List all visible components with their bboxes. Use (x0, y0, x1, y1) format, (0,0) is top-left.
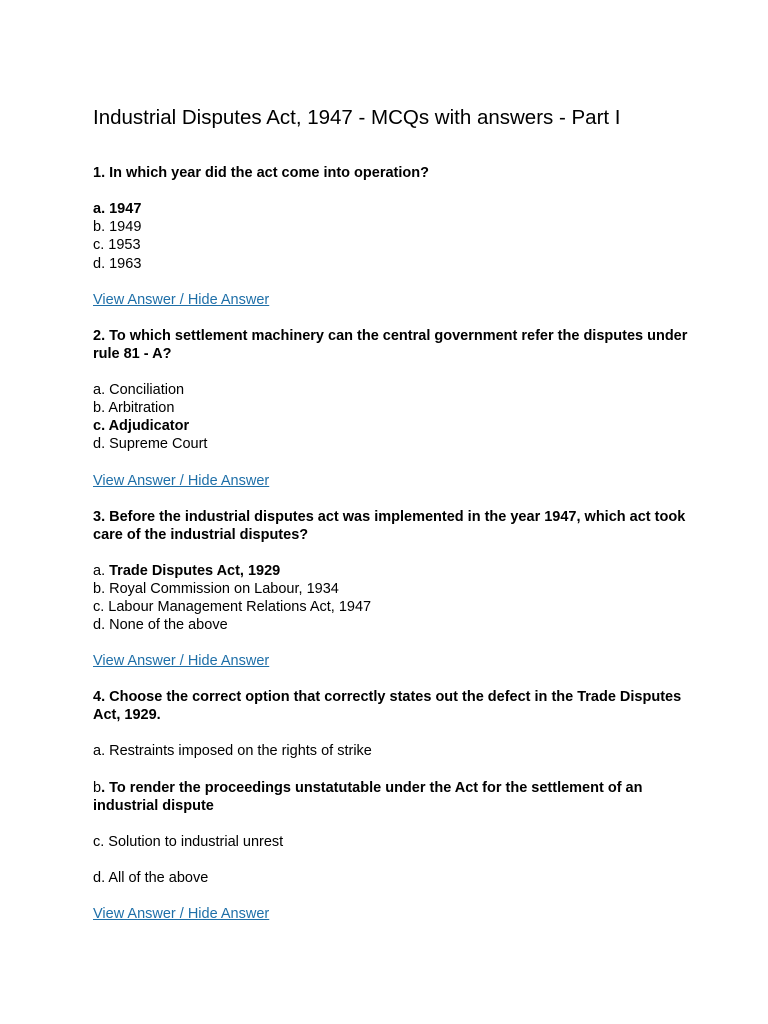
option-label: d. Supreme Court (93, 436, 208, 453)
option-d (93, 435, 693, 453)
option-label: d. None of the above (93, 617, 228, 634)
option-list (93, 381, 693, 454)
option-c (93, 236, 693, 254)
option-label: Trade Disputes Act, 1929 (109, 562, 281, 579)
option-label: b. 1949 (93, 219, 142, 236)
option-b (93, 218, 693, 236)
option-label: b. Arbitration (93, 400, 175, 417)
option-label: c. 1953 (93, 237, 141, 254)
question-3 (93, 508, 693, 689)
question-text: 1. In which year did the act come into operation? (93, 165, 429, 181)
question-1 (93, 164, 693, 327)
option-list (93, 200, 693, 273)
document-page (93, 104, 693, 941)
question-2 (93, 327, 693, 508)
option-label: a. 1947 (93, 201, 142, 217)
option-d (93, 255, 693, 273)
option-label: b. Royal Commission on Labour, 1934 (93, 580, 339, 597)
option-label: c. Solution to industrial unrest (93, 834, 284, 851)
option-a (93, 200, 693, 218)
view-answer-link[interactable]: View Answer / Hide Answer (93, 291, 270, 308)
option-a (93, 562, 693, 580)
option-c (93, 833, 693, 851)
question-4 (93, 688, 693, 941)
view-answer-link[interactable]: View Answer / Hide Answer (93, 472, 270, 489)
option-label: c. Labour Management Relations Act, 1947 (93, 599, 372, 616)
option-b (93, 399, 693, 417)
option-label: a. Conciliation (93, 381, 185, 398)
view-answer-link[interactable]: View Answer / Hide Answer (93, 653, 270, 670)
option-label: . To render the proceedings unstatutable under the Act for the settlement of an industrial dispute (93, 779, 643, 814)
option-d (93, 869, 693, 887)
option-label: a. Restraints imposed on the rights of strike (93, 743, 372, 760)
option-a (93, 381, 693, 399)
question-text: 2. To which settlement machinery can the central government refer the disputes under rule 81 - A? (93, 327, 688, 362)
option-prefix: a. (93, 562, 110, 579)
option-list (93, 742, 693, 887)
option-c (93, 417, 693, 435)
page-title: Industrial Disputes Act, 1947 - MCQs with answers - Part I (93, 106, 621, 129)
option-label: d. All of the above (93, 870, 209, 887)
option-list (93, 562, 693, 635)
option-c (93, 598, 693, 616)
option-b (93, 580, 693, 598)
option-b (93, 779, 693, 815)
view-answer-link[interactable]: View Answer / Hide Answer (93, 906, 270, 923)
option-label: d. 1963 (93, 255, 142, 272)
option-label: c. Adjudicator (93, 418, 190, 435)
option-prefix: b (93, 779, 102, 796)
option-a (93, 742, 693, 760)
question-text: 4. Choose the correct option that correctly states out the defect in the Trade Disputes Act, 1929. (93, 689, 682, 724)
option-d (93, 616, 693, 634)
question-text: 3. Before the industrial disputes act was implemented in the year 1947, which act took care of the industrial disputes? (93, 508, 686, 543)
